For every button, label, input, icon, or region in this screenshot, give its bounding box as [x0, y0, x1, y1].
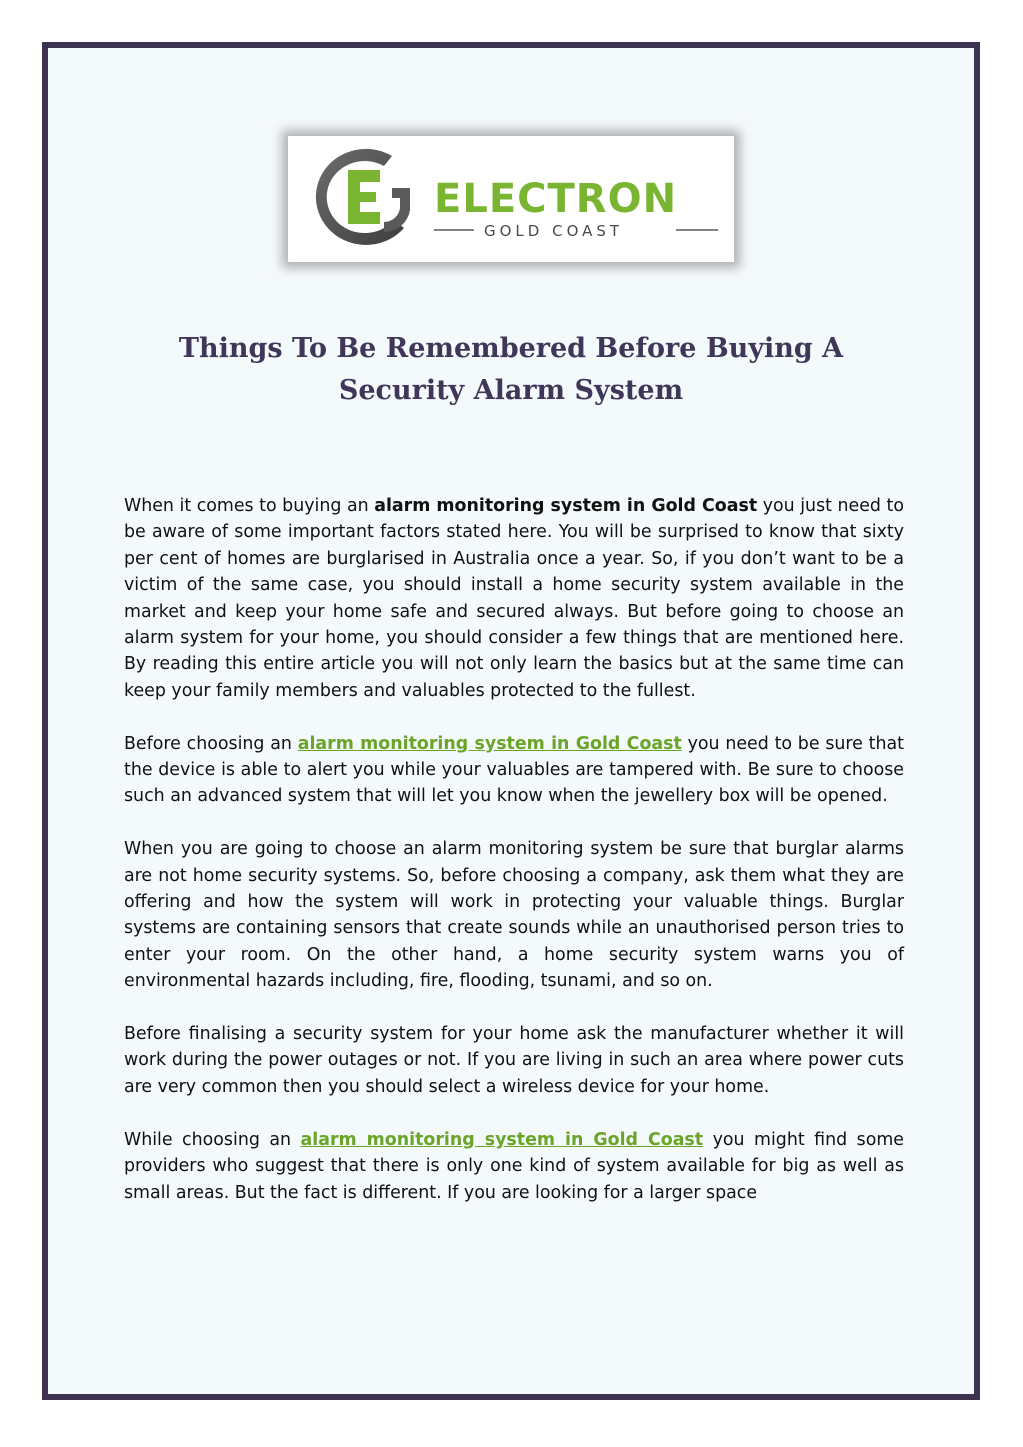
paragraph-1: [124, 493, 904, 704]
paragraph-2: [124, 731, 904, 810]
paragraph-1-intro: When it comes to buying an: [124, 496, 375, 516]
bold-keyword: alarm monitoring system in Gold Coast: [374, 496, 758, 516]
page-title-line-1: Things To Be Remembered Before Buying A: [178, 333, 844, 364]
paragraph-2-rest: you need to be sure that the device is able to alert you while your valuables are tampered with. Be sure to choose such an advanced system that will let you know when the jewellery box will be opened.: [124, 733, 904, 807]
paragraph-3: When you are going to choose an alarm monitoring system be sure that burglar alarms are not home security systems. So, before choosing a company, ask them what they are offering and how the system will work in protecting your valuable things. Burglar systems are containing sensors that create sounds while an unauthorised person tries to enter your room. On the other hand, a home security system warns you of environmental hazards including, fire, flooding, tsunami, and so on.: [124, 839, 904, 992]
paragraph-5: [124, 1127, 904, 1206]
paragraph-1-rest: you just need to be aware of some important factors stated here. You will be surprised to know that sixty per cent of homes are burglarised in Australia once a year. So, if you don’t want to be a victim of the same case, you should install a home security system available in the market and keep your home safe and secured always. But before going to choose an alarm system for your home, you should consider a few things that are mentioned here. By reading this entire article you will not only learn the basics but at the same time can keep your family members and valuables protected to the fullest.: [124, 496, 904, 701]
alarm-monitoring-link-1[interactable]: alarm monitoring system in Gold Coast: [297, 733, 682, 754]
company-logo: [288, 136, 734, 262]
electron-gold-coast-logo-icon: [288, 136, 734, 262]
paragraph-5-intro: While choosing an: [124, 1129, 301, 1150]
logo-brand-text: ELECTRON: [434, 176, 678, 222]
paragraph-2-intro: Before choosing an: [124, 733, 298, 754]
document-page: [42, 42, 980, 1400]
paragraph-4: Before finalising a security system for your home ask the manufacturer whether it will work during the power outages or not. If you are living in such an area where power cuts are very common then you should select a wireless device for your home.: [124, 1024, 904, 1097]
page-title: [48, 328, 974, 412]
logo-tagline-text: GOLD COAST: [484, 222, 624, 240]
article-body: [124, 493, 904, 1232]
alarm-monitoring-link-2[interactable]: alarm monitoring system in Gold Coast: [300, 1129, 704, 1150]
paragraph-5-rest: you might find some providers who suggest that there is only one kind of system available for big as well as small areas. But the fact is different. If you are looking for a larger space: [124, 1129, 904, 1203]
page-title-line-2: Security Alarm System: [338, 375, 684, 406]
